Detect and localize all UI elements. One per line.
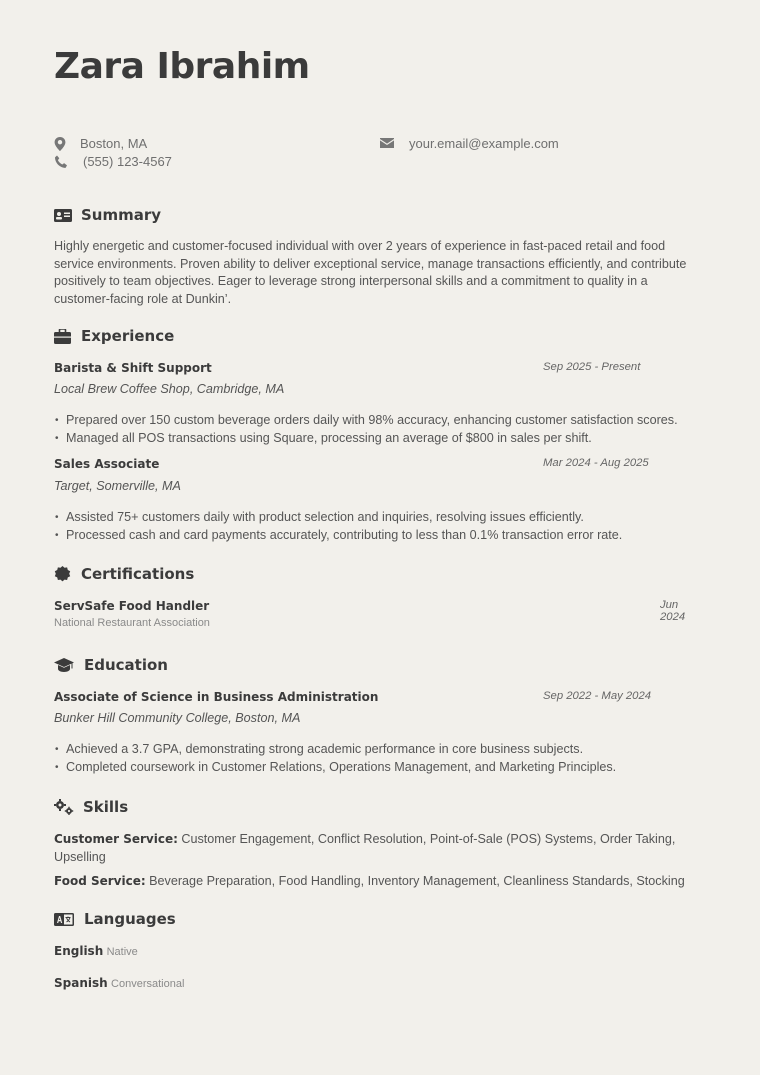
- contact-phone: [54, 154, 172, 169]
- certifications-title: Certifications: [81, 565, 195, 583]
- language-name: Spanish: [54, 976, 108, 990]
- list-item: • Managed all POS transactions using Square, processing an average of $800 in sales per shift.: [54, 430, 714, 448]
- list-item: • Assisted 75+ customers daily with product selection and inquiries, resolving issues efficiently.: [54, 509, 714, 527]
- language-item: [54, 976, 184, 990]
- degree-title: Associate of Science in Business Administration: [54, 690, 379, 704]
- certifications-heading: [54, 565, 194, 583]
- language-item: [54, 944, 138, 958]
- envelope-icon: [380, 137, 394, 151]
- skills-heading: [54, 798, 128, 816]
- candidate-name: Zara Ibrahim: [54, 46, 310, 87]
- id-card-icon: [54, 207, 74, 223]
- summary-title: Summary: [81, 206, 162, 224]
- education-date: Sep 2022 - May 2024: [543, 690, 652, 702]
- list-item: • Achieved a 3.7 GPA, demonstrating strong academic performance in core business subjects.: [54, 741, 714, 759]
- list-item: • Completed coursework in Customer Relations, Operations Management, and Marketing Principles.: [54, 759, 714, 777]
- language-name: English: [54, 944, 104, 958]
- certification-name: ServSafe Food Handler: [54, 599, 210, 613]
- contact-location: [54, 136, 147, 151]
- certification-date: Jun 2024: [660, 599, 686, 623]
- summary-text: Highly energetic and customer-focused individual with over 2 years of experience in fast-paced retail and food service environments. Proven ability to deliver exceptional service, manage transactions efficiently, and contribute positively to team objectives. Eager to leverage strong interpersonal skills and a commitment to quality in a customer-facing role at Dunkin’.: [54, 239, 687, 306]
- school-name: Bunker Hill Community College, Boston, MA: [54, 711, 301, 725]
- job-employer: Local Brew Coffee Shop, Cambridge, MA: [54, 382, 285, 396]
- education-bullets: [54, 741, 714, 776]
- cogs-icon: [54, 799, 76, 815]
- skill-group: [54, 831, 714, 866]
- experience-title: Experience: [81, 327, 175, 345]
- certification-issuer: National Restaurant Association: [54, 617, 210, 629]
- graduation-cap-icon: [54, 657, 76, 673]
- skill-group-text: Customer Engagement, Conflict Resolution, Point-of-Sale (POS) Systems, Order Taking, Upselling: [54, 832, 676, 864]
- job-date: Mar 2024 - Aug 2025: [543, 457, 649, 469]
- skill-group-text: Beverage Preparation, Food Handling, Inventory Management, Cleanliness Standards, Stocking: [149, 874, 685, 888]
- certificate-badge-icon: [54, 566, 74, 582]
- summary-heading: [54, 206, 161, 224]
- job-bullets: [54, 509, 714, 544]
- list-item: • Prepared over 150 custom beverage orders daily with 98% accuracy, enhancing customer satisfaction scores.: [54, 412, 714, 430]
- job-employer: Target, Somerville, MA: [54, 479, 181, 493]
- map-pin-icon: [54, 137, 68, 151]
- education-heading: [54, 656, 168, 674]
- languages-heading: [54, 910, 176, 928]
- languages-title: Languages: [84, 910, 176, 928]
- skill-group-label: Food Service:: [54, 874, 146, 888]
- skill-group: [54, 873, 714, 891]
- email-link[interactable]: your.email@example.com: [409, 136, 559, 151]
- list-item: • Processed cash and card payments accurately, contributing to less than 0.1% transaction error rate.: [54, 527, 714, 545]
- education-title: Education: [84, 656, 168, 674]
- job-title: Barista & Shift Support: [54, 361, 212, 375]
- location-text: Boston, MA: [80, 136, 148, 151]
- skill-group-label: Customer Service:: [54, 832, 178, 846]
- language-icon: [54, 911, 76, 927]
- language-level: Conversational: [111, 978, 185, 990]
- experience-heading: [54, 327, 174, 345]
- language-level: Native: [106, 946, 138, 958]
- skills-title: Skills: [83, 798, 129, 816]
- job-date: Sep 2025 - Present: [543, 361, 641, 373]
- briefcase-icon: [54, 328, 74, 344]
- job-bullets: [54, 412, 714, 447]
- phone-icon: [54, 155, 68, 169]
- contact-email: [380, 136, 559, 151]
- job-title: Sales Associate: [54, 457, 160, 471]
- phone-text: (555) 123-4567: [83, 154, 172, 169]
